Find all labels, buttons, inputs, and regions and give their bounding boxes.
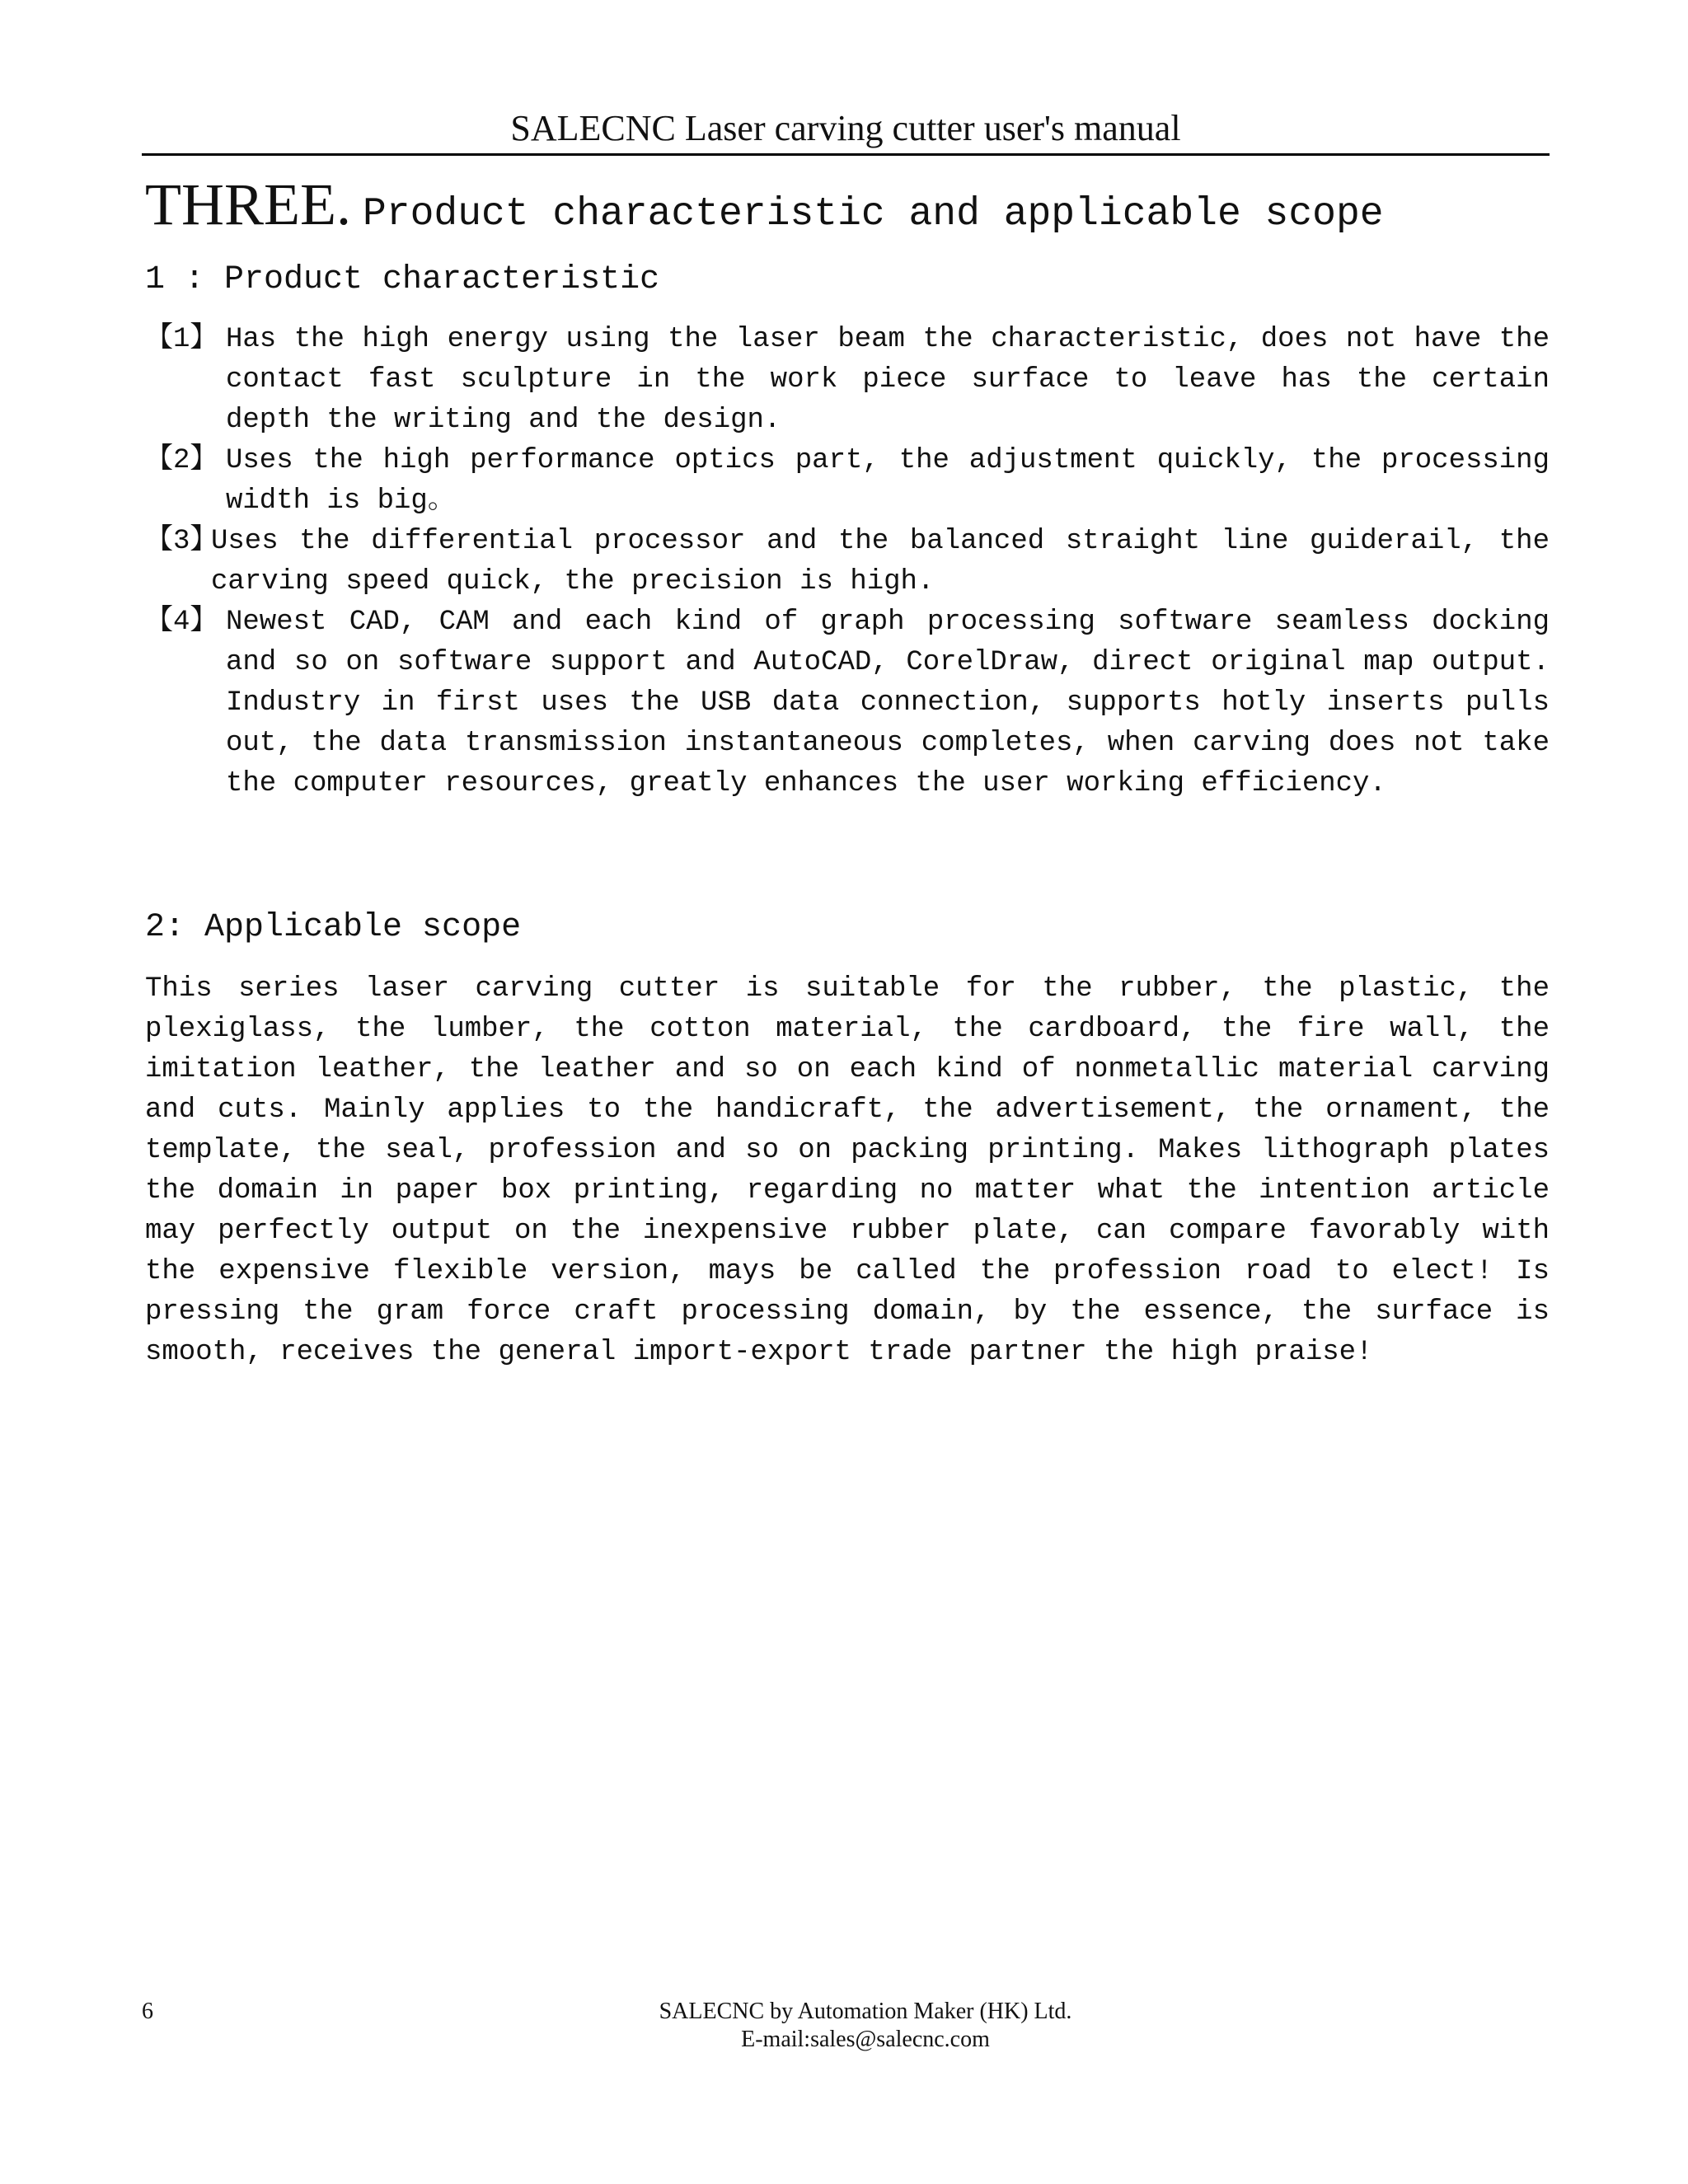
- list-item: [145, 441, 1550, 522]
- chapter-number: THREE.: [145, 171, 351, 237]
- footer-company-info: [495, 1998, 1236, 2054]
- characteristic-list: [145, 320, 1550, 804]
- list-item: [145, 522, 1550, 602]
- item-text: Uses the high performance optics part, the adjustment quickly, the processing width is big。: [226, 445, 1550, 517]
- header-rule: [142, 153, 1550, 156]
- list-item: [145, 320, 1550, 441]
- page-number: 6: [142, 1999, 153, 2024]
- running-header: SALECNC Laser carving cutter user's manual: [510, 108, 1181, 148]
- list-item: [145, 602, 1550, 804]
- item-marker: 【3】: [145, 526, 218, 557]
- section-heading-applicable-scope: 2: Applicable scope: [145, 909, 522, 946]
- chapter-title-text: Product characteristic and applicable scope: [362, 192, 1384, 237]
- item-text: Uses the differential processor and the balanced straight line guiderail, the carving speed quick, the precision is high.: [211, 526, 1550, 598]
- footer-company: SALECNC by Automation Maker (HK) Ltd.: [659, 1999, 1072, 2024]
- section-heading-product-characteristic: 1 : Product characteristic: [145, 261, 660, 298]
- item-marker: 【1】: [145, 324, 218, 355]
- chapter-title: [145, 170, 1550, 255]
- item-text: Has the high energy using the laser beam the characteristic, does not have the contact fast sculpture in the work piece surface to leave has the certain depth the writing and the design.: [226, 324, 1550, 436]
- item-text: Newest CAD, CAM and each kind of graph processing software seamless docking and so on software support and AutoCAD, CorelDraw, direct original map output. Industry in first uses the USB data connection, supports hotly inserts pulls out, the data transmission instantaneous completes, when carving does not take the computer resources, greatly enhances the user working efficiency.: [226, 607, 1550, 799]
- footer-email: E-mail:sales@salecnc.com: [741, 2027, 990, 2052]
- item-marker: 【4】: [145, 607, 218, 638]
- item-marker: 【2】: [145, 445, 218, 476]
- applicable-scope-paragraph: This series laser carving cutter is suitable for the rubber, the plastic, the plexiglass, the lumber, the cotton material, the cardboard, the fire wall, the imitation leather, the leather and so on each kind of nonmetallic material carving and cuts. Mainly applies to the handicraft, the advertisement, the ornament, the template, the seal, profession and so on packing printing. Makes lithograph plates the domain in paper box printing, regarding no matter what the intention article may perfectly output on the inexpensive rubber plate, can compare favorably with the expensive flexible version, mays be called the profession road to elect! Is pressing the gram force craft processing domain, by the essence, the surface is smooth, receives the general import-export trade partner the high praise!: [145, 973, 1550, 1368]
